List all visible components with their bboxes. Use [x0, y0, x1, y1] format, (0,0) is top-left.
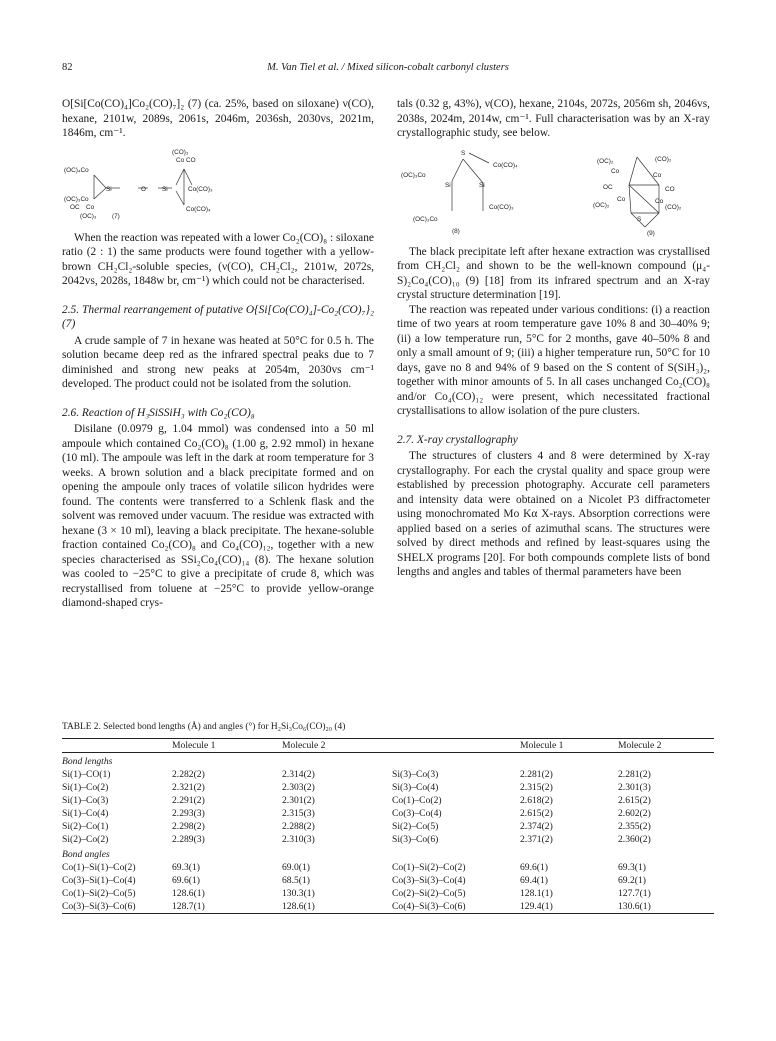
table-cell: 69.4(1) [520, 875, 548, 886]
fig8-label: Co(CO)₃ [489, 203, 514, 211]
fig7-label: Si [106, 185, 112, 193]
table-cell: 2.281(2) [520, 769, 553, 780]
table-cell: 2.303(2) [282, 782, 315, 793]
table-cell: 69.3(1) [172, 862, 200, 873]
table-row [62, 861, 714, 874]
fig9-label: (OC)₂ [593, 201, 610, 209]
column-header: Molecule 2 [282, 740, 326, 751]
fig7-label: O [141, 185, 146, 193]
table-cell: Co(3)–Co(4) [392, 808, 442, 819]
fig7-label: (CO)₃ [172, 148, 189, 156]
fig7-label: Co(CO)₃ [188, 185, 213, 193]
paragraph: O[Si[Co(CO)₄]Co₂(CO)₇]₂ (7) (ca. 25%, based on siloxane) ν(CO), hexane, 2101w, 2089s, 2061s, 2046m, 2036sh, 2030vs, 2021m, 1846m, cm⁻¹. [62, 98, 374, 139]
running-head: M. Van Tiel et al. / Mixed silicon-cobalt carbonyl clusters [267, 62, 509, 73]
structure-7-figure [62, 147, 262, 225]
fig7-label: (OC)₃Co [64, 195, 89, 203]
table-cell: 69.0(1) [282, 862, 310, 873]
table-cell: 2.289(3) [172, 834, 205, 845]
table-cell: Co(3)–Si(3)–Co(6) [62, 900, 172, 914]
table-cell: 2.321(2) [172, 782, 205, 793]
table-cell: 2.288(2) [282, 821, 315, 832]
fig8-label: Co(CO)₄ [493, 161, 518, 169]
fig9-label: (9) [647, 229, 655, 237]
table-cell: 2.615(2) [520, 808, 553, 819]
column-header [62, 739, 172, 753]
table-cell: Si(2)–Co(5) [392, 821, 439, 832]
fig8-label: (OC)₃Co [413, 215, 438, 223]
table-row [62, 900, 714, 914]
fig9-label: S [637, 215, 642, 223]
table-cell: 128.7(1) [172, 900, 282, 914]
table-row [62, 768, 714, 781]
fig9-label: Co [611, 167, 620, 175]
table-cell: Si(2)–Co(1) [62, 821, 109, 832]
table-caption: TABLE 2. Selected bond lengths (Å) and angles (°) for H₂Si₃Co₆(CO)₂₀ (4) [62, 722, 346, 732]
fig9-label: (OC)₂ [597, 157, 614, 165]
table-cell: 69.6(1) [520, 862, 548, 873]
table-cell: 2.371(2) [520, 834, 553, 845]
table-cell: Co(3)–Si(3)–Co(4) [392, 875, 466, 886]
section-heading: 2.7. X-ray crystallography [397, 433, 518, 446]
table-cell: Co(3)–Si(1)–Co(4) [62, 875, 136, 886]
table-cell: Si(3)–Co(6) [392, 834, 439, 845]
column-header: Molecule 2 [618, 740, 662, 751]
table-cell: 69.3(1) [618, 862, 646, 873]
table-group-row [62, 753, 714, 769]
table-cell: 2.374(2) [520, 821, 553, 832]
paragraph: Disilane (0.0979 g, 1.04 mmol) was condensed into a 50 ml ampoule which contained Co₂(CO)₈ (1.00 g, 2.92 mmol) in hexane (10 ml). The ampoule was left in the dark at room temperature for 3 weeks. A brown solution and a black precipitate formed and on opening the ampoule only traces of volatile silicon hydrides were found. The contents were transferred to a Schlenk flask and the solvent was removed under vacuum. The residue was extracted with hexane (3 × 10 ml), leaving a black precipitate. The hexane-soluble fraction contained Co₂(CO)₈ and Co₄(CO)₁₂, together with a new species characterised as SSi₂Co₄(CO)₁₄ (8). The hexane solution was cooled to −25°C to give a precipitate of crude 8, which was recrystallised from toluene at −25°C to provide yellow-orange diamond-shaped crys- [62, 423, 374, 609]
table-group-row [62, 846, 714, 861]
table-cell: 69.6(1) [172, 875, 200, 886]
fig9-label: OC [603, 183, 613, 191]
table-cell: 128.6(1) [282, 900, 392, 914]
table-cell: 2.355(2) [618, 821, 651, 832]
table-cell: Co(1)–Si(1)–Co(2) [62, 862, 136, 873]
table-row [62, 820, 714, 833]
table-cell: 128.6(1) [172, 888, 205, 899]
bond-table [62, 738, 714, 914]
table-cell: Co(2)–Si(2)–Co(5) [392, 888, 466, 899]
fig7-label: Co [86, 203, 95, 211]
table-cell: 127.7(1) [618, 888, 651, 899]
fig7-label: OC [70, 203, 80, 211]
table-cell: Co(4)–Si(3)–Co(6) [392, 900, 520, 914]
fig8-label: Si [479, 181, 485, 189]
fig8-label: (OC)₃Co [401, 171, 426, 179]
table-row [62, 833, 714, 846]
table-cell: 2.602(2) [618, 808, 651, 819]
table-cell: 128.1(1) [520, 888, 553, 899]
table-cell: Si(2)–Co(2) [62, 834, 109, 845]
fig9-label: Co [655, 197, 664, 205]
table-cell: 2.291(2) [172, 795, 205, 806]
fig7-label: Si [162, 185, 168, 193]
fig7-label: CO [186, 156, 196, 164]
fig9-label: (CO)₂ [665, 203, 682, 211]
table-cell: 2.360(2) [618, 834, 651, 845]
table-cell: 68.5(1) [282, 875, 310, 886]
fig9-label: Co [653, 171, 662, 179]
table-cell: Si(1)–CO(1) [62, 769, 111, 780]
table-row [62, 807, 714, 820]
column-header [392, 739, 520, 753]
table-cell: Si(3)–Co(4) [392, 782, 439, 793]
paragraph: When the reaction was repeated with a lower Co₂(CO)₈ : siloxane ratio (2 : 1) the same products were found together with a yellow-brown CH₂Cl₂-soluble species, (ν(CO), CH₂Cl₂, 2101w, 2072s, 2042vs, 2028s, 1848w br, cm⁻¹) which could not be characterised. [62, 231, 374, 287]
column-header: Molecule 1 [172, 740, 216, 751]
fig8-label: S [461, 149, 466, 157]
fig9-label: CO [665, 185, 675, 193]
table-cell: Si(3)–Co(3) [392, 769, 439, 780]
table-cell: 2.301(2) [282, 795, 315, 806]
table-cell: 2.314(2) [282, 769, 315, 780]
table-cell: 2.315(2) [520, 782, 553, 793]
table-cell: 129.4(1) [520, 900, 618, 914]
table-cell: 2.301(3) [618, 782, 651, 793]
table-cell: 2.282(2) [172, 769, 205, 780]
table-cell: 2.298(2) [172, 821, 205, 832]
page-header [0, 62, 776, 80]
table-cell: Si(1)–Co(3) [62, 795, 109, 806]
table-2 [62, 722, 714, 914]
table-cell: Co(1)–Co(2) [392, 795, 442, 806]
table-cell: 130.3(1) [282, 888, 315, 899]
table-cell: Si(1)–Co(2) [62, 782, 109, 793]
table-header-row [62, 739, 714, 753]
paragraph: The structures of clusters 4 and 8 were determined by X-ray crystallography. For each the crystal quality and space group were established by precession photography. Accurate cell parameters and intensity data were obtained on a Nicolet P3 diffractometer using monochromated Mo Kα X-rays. Absorption corrections were applied based on a series of azimuthal scans. The structures were solved by direct methods and refined by least-squares using the SHELX programs [20]. For both compounds complete lists of bond lengths and angles and tables of thermal parameters have been [397, 450, 710, 578]
fig7-label: (7) [112, 212, 120, 220]
group-label: Bond angles [62, 849, 110, 860]
fig9-label: Co [617, 195, 626, 203]
section-heading: 2.6. Reaction of H₃SiSSiH₃ with Co₂(CO)₈ [62, 406, 255, 419]
section-heading: 2.5. Thermal rearrangement of putative O{Si[Co(CO)₄]-Co₂(CO)₇}₂ (7) [62, 303, 374, 330]
table-cell: 2.618(2) [520, 795, 553, 806]
table-row [62, 874, 714, 887]
table-cell: 2.310(3) [282, 834, 315, 845]
fig8-label: (8) [452, 227, 460, 235]
table-cell: Co(1)–Si(2)–Co(5) [62, 888, 136, 899]
column-header: Molecule 1 [520, 740, 564, 751]
table-cell: 2.615(2) [618, 795, 651, 806]
structures-8-9-figure [397, 147, 710, 239]
table-cell: 2.281(2) [618, 769, 651, 780]
page-number: 82 [62, 62, 73, 73]
paragraph: A crude sample of 7 in hexane was heated at 50°C for 0.5 h. The solution became deep red as the infrared spectral peaks due to 7 diminished and strong new peaks at 2054m, 2030vs cm⁻¹ developed. The product could not be isolated from the solution. [62, 334, 374, 390]
fig7-label: (OC)₄Co [64, 166, 89, 174]
table-cell: Co(1)–Si(2)–Co(2) [392, 862, 466, 873]
right-column [397, 97, 710, 580]
paragraph: The black precipitate left after hexane extraction was crystallised from CH₂Cl₂ and shown to be the well-known compound (μ₄-S)₂Co₄(CO)₁₀ (9) [18] from its infrared spectrum and an X-ray crystal structure determination [19]. [397, 245, 710, 301]
fig7-label: Co(CO)₄ [186, 205, 211, 213]
table-cell: 130.6(1) [618, 900, 714, 914]
paragraph: tals (0.32 g, 43%), ν(CO), hexane, 2104s, 2072s, 2056m sh, 2046vs, 2038s, 2024m, 2014w, cm⁻¹. Full characterisation was by an X-ray crystallographic study, see below. [397, 98, 710, 139]
table-row [62, 781, 714, 794]
paragraph: The reaction was repeated under various conditions: (i) a reaction time of two years at room temperature gave 10% 8 and 30–40% 9; (ii) a low temperature run, 5°C for 2 months, gave 40–50% 8 and only a small amount of 9; (iii) a higher temperature run, 50°C for 10 days, gave no 8 and 94% of 9 based on the S content of S(SiH₃)₂, together with minor amounts of 5. In all cases unchanged Co₂(CO)₈ and/or Co₄(CO)₁₂ were present, which necessitated fractional crystallisations to allow isolation of the pure clusters. [397, 303, 710, 417]
fig8-label: Si [445, 181, 451, 189]
fig7-label: Co [176, 156, 185, 164]
table-row [62, 794, 714, 807]
table-row [62, 887, 714, 900]
fig7-label: (OC)₃ [80, 212, 97, 220]
table-cell: Si(1)–Co(4) [62, 808, 109, 819]
fig9-label: (CO)₂ [655, 155, 672, 163]
table-cell: 2.315(3) [282, 808, 315, 819]
table-cell: 2.293(3) [172, 808, 205, 819]
group-label: Bond lengths [62, 756, 113, 767]
table-cell: 69.2(1) [618, 875, 646, 886]
left-column [62, 97, 374, 611]
